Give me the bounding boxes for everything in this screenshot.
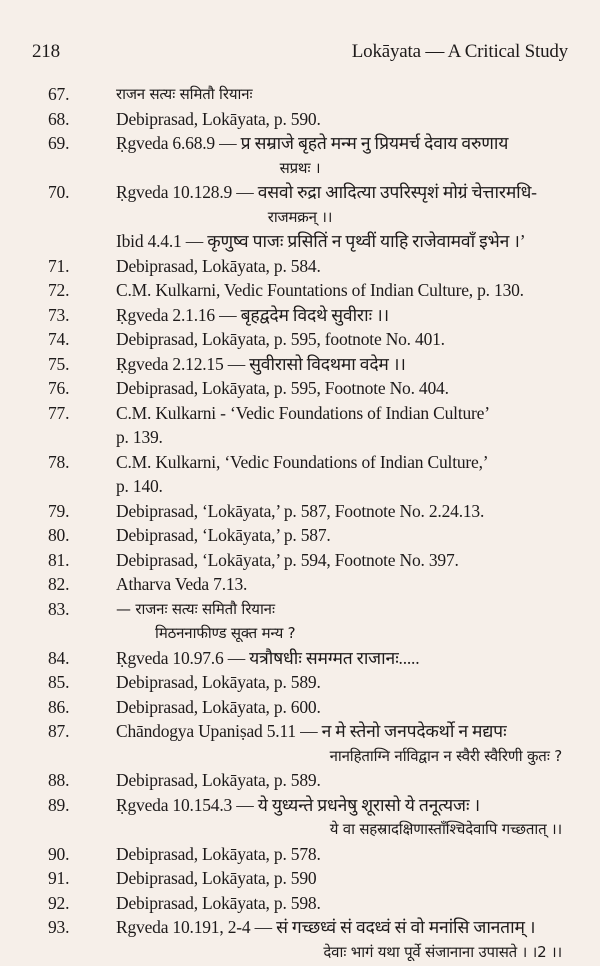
endnote-number: 75. xyxy=(48,353,70,374)
endnote-continuation: देवाः भागं यथा पूर्वे संजानाना उपासते । ।2 ।। xyxy=(323,942,562,961)
endnote-text: Debiprasad, Lokāyata, p. 590 xyxy=(116,868,317,888)
endnote-continuation: मिठननाफीण्ड सूक्त मन्य ? xyxy=(155,624,296,642)
endnote-number: 87. xyxy=(48,721,70,741)
endnote-number: 81. xyxy=(48,549,70,570)
endnote-text: Debiprasad, ‘Lokāyata,’ p. 587. xyxy=(116,525,331,545)
endnote-text: Debiprasad, Lokāyata, p. 584. xyxy=(116,255,321,276)
endnote-number: 86. xyxy=(48,696,70,717)
endnote-item xyxy=(0,131,600,180)
endnote-number: 70. xyxy=(48,182,70,202)
endnote-continuation: नानहिताग्नि र्नाविद्वान न स्वैरी स्वैरिणी कुतः ? xyxy=(329,746,562,765)
endnote-text: Debiprasad, ‘Lokāyata,’ p. 594, Footnote No. 397. xyxy=(116,549,459,570)
endnote-number: 73. xyxy=(48,304,70,325)
endnote-number: 84. xyxy=(48,647,70,668)
endnote-number: 91. xyxy=(48,868,70,888)
endnote-text: C.M. Kulkarni, Vedic Fountations of Indian Culture, p. 130. xyxy=(116,280,524,300)
endnote-number: 88. xyxy=(48,770,70,790)
endnote-number: 83. xyxy=(48,598,70,619)
endnote-continuation: ये वा सहस्रादक्षिणास्ताँश्चिदेवापि गच्छतात् ।। xyxy=(329,820,562,838)
endnote-text: Ṛgveda 10.97.6 — यत्रौषधीः समग्मत राजानः..... xyxy=(116,647,420,668)
endnote-item xyxy=(0,352,600,377)
endnote-text: Chāndogya Upaniṣad 5.11 — न मे स्तेनो जनपदेकर्थो न मद्यपः xyxy=(116,721,507,741)
endnote-number: 76. xyxy=(48,378,70,398)
endnote-text: Debiprasad, Lokāyata, p. 578. xyxy=(116,843,321,864)
endnote-item xyxy=(0,891,600,916)
endnote-text: Debiprasad, Lokāyata, p. 595, Footnote No. 404. xyxy=(116,378,449,398)
page-header xyxy=(32,41,568,63)
endnote-continuation: सप्रथः । xyxy=(279,158,321,177)
endnote-text: Debiprasad, Lokāyata, p. 589. xyxy=(116,672,321,692)
endnote-item xyxy=(0,254,600,279)
endnote-item xyxy=(0,842,600,867)
endnote-number: 77. xyxy=(48,402,70,423)
endnote-number: 80. xyxy=(48,525,70,545)
endnote-item xyxy=(0,719,600,768)
endnote-item xyxy=(0,278,600,303)
endnote-text: Debiprasad, ‘Lokāyata,’ p. 587, Footnote No. 2.24.13. xyxy=(116,500,485,521)
endnote-item xyxy=(0,499,600,524)
endnote-text: Debiprasad, Lokāyata, p. 589. xyxy=(116,770,321,790)
endnote-number: 85. xyxy=(48,672,70,692)
endnote-number: 69. xyxy=(48,133,70,153)
endnote-number: 67. xyxy=(48,84,70,104)
endnote-item xyxy=(0,646,600,671)
endnote-item xyxy=(0,793,600,842)
endnote-text: Debiprasad, Lokāyata, p. 598. xyxy=(116,892,321,913)
endnote-item xyxy=(0,523,600,548)
endnote-item xyxy=(0,107,600,132)
endnote-number: 71. xyxy=(48,255,70,276)
endnote-item xyxy=(0,82,600,107)
endnote-continuation: p. 140. xyxy=(116,476,163,496)
endnote-number: 74. xyxy=(48,329,70,349)
endnote-number: 93. xyxy=(48,917,70,937)
endnote-text: Ṛgveda 2.1.16 — बृहद्वदेम विदथे सुवीराः ।। xyxy=(116,304,389,325)
endnote-continuation: राजमक्रन् ।। xyxy=(267,207,333,226)
endnotes-list xyxy=(0,82,600,964)
endnote-number: 89. xyxy=(48,794,70,815)
endnote-number: 79. xyxy=(48,500,70,521)
endnote-number: 82. xyxy=(48,574,70,594)
endnote-item xyxy=(0,180,600,254)
endnote-item xyxy=(0,303,600,328)
endnote-number: 78. xyxy=(48,451,70,472)
running-title: Lokāyata — A Critical Study xyxy=(351,41,568,62)
endnote-text: Debiprasad, Lokāyata, p. 600. xyxy=(116,696,321,717)
endnote-text: Ṛgveda 2.12.15 — सुवीरासो विदथमा वदेम ।। xyxy=(116,353,406,374)
endnote-text: C.M. Kulkarni - ‘Vedic Foundations of Indian Culture’ xyxy=(116,402,490,423)
endnote-text: Ṛgveda 6.68.9 — प्र सम्राजे बृहते मन्म नु प्रियमर्च देवाय वरुणाय xyxy=(116,133,509,153)
endnote-continuation: Ibid 4.4.1 — कृणुष्व पाजः प्रसितिं न पृथ्वीं याहि राजेवामवाँ इभेन ।’ xyxy=(116,231,526,251)
endnote-number: 92. xyxy=(48,892,70,913)
endnote-item xyxy=(0,548,600,573)
endnote-item xyxy=(0,915,600,964)
endnote-item xyxy=(0,695,600,720)
page-number: 218 xyxy=(32,41,60,62)
endnote-item xyxy=(0,572,600,597)
endnote-text: Rgveda 10.191, 2-4 — सं गच्छध्वं सं वदध्वं सं वो मनांसि जानताम् । xyxy=(116,917,536,937)
endnote-item xyxy=(0,768,600,793)
endnote-item xyxy=(0,450,600,499)
endnote-item xyxy=(0,327,600,352)
endnote-item xyxy=(0,401,600,450)
endnote-text: — राजनः सत्यः समितौ रियानः xyxy=(116,599,275,618)
endnote-text: Ṛgveda 10.128.9 — वसवो रुद्रा आदित्या उपरिस्पृशं मोग्रं चेत्तारमधि- xyxy=(116,182,537,202)
endnote-item xyxy=(0,376,600,401)
endnote-number: 68. xyxy=(48,108,70,129)
endnote-text: राजन सत्यः समितौ रियानः xyxy=(116,85,253,103)
endnote-continuation: p. 139. xyxy=(116,427,163,447)
endnote-number: 72. xyxy=(48,280,70,300)
endnote-item xyxy=(0,670,600,695)
endnote-text: Atharva Veda 7.13. xyxy=(116,574,248,594)
endnote-text: Debiprasad, Lokāyata, p. 595, footnote No. 401. xyxy=(116,329,445,349)
endnote-text: C.M. Kulkarni, ‘Vedic Foundations of Indian Culture,’ xyxy=(116,451,489,472)
endnote-item xyxy=(0,597,600,646)
endnote-text: Debiprasad, Lokāyata, p. 590. xyxy=(116,108,321,129)
endnote-text: Ṛgveda 10.154.3 — ये युध्यन्ते प्रधनेषु शूरासो ये तनूत्यजः । xyxy=(116,794,480,815)
endnote-number: 90. xyxy=(48,843,70,864)
endnote-item xyxy=(0,866,600,891)
